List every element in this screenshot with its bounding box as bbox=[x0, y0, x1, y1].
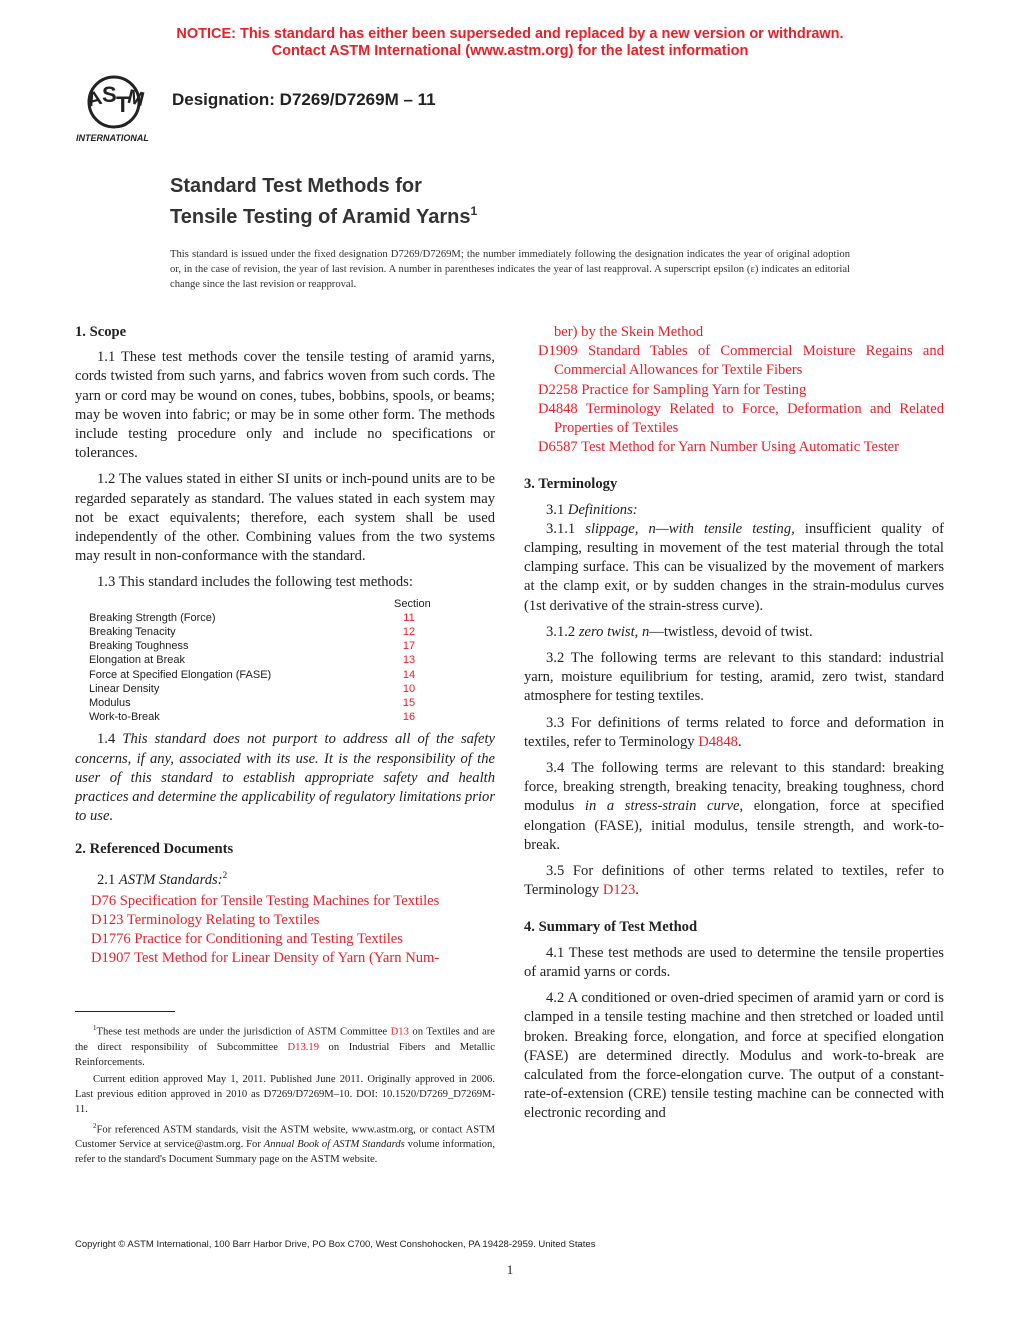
table-row bbox=[89, 682, 429, 696]
table-cell-section-link[interactable]: 12 bbox=[402, 626, 416, 639]
title-line-2 bbox=[170, 199, 477, 230]
para-3-3: 3.3 For definitions of terms related to force and deformation in textiles, refer to Terminology D4848. bbox=[524, 714, 944, 750]
ref-d1907-end[interactable] bbox=[524, 323, 944, 342]
section-3-heading: 3. Terminology bbox=[524, 476, 618, 493]
table-header-section: Section bbox=[394, 597, 431, 610]
ref-code[interactable]: D1776 bbox=[91, 931, 131, 948]
para-1-1: 1.1 These test methods cover the tensile testing of aramid yarns, cords twisted from such yarns, and fabrics woven from such cords. The yarn or cord may be wound on cones, tubes, bobbins, spools, or beams; may be woven into fabric; or may be in some other form. The methods include testing procedure only and include no specifications or tolerances. bbox=[75, 349, 495, 462]
section-1-heading: 1. Scope bbox=[75, 324, 127, 340]
ref-d4848[interactable] bbox=[524, 400, 944, 438]
table-row bbox=[89, 653, 429, 667]
footnote-1-text-c: on Industrial Fibers and Metallic Reinforcements. bbox=[75, 1041, 496, 1068]
footnote-1 bbox=[75, 1021, 495, 1070]
para-3-1-1-number: 3.1.1 bbox=[546, 520, 576, 537]
astm-logo-icon bbox=[74, 72, 162, 146]
table-cell-section-link[interactable]: 11 bbox=[403, 611, 415, 624]
ref-d6587[interactable] bbox=[524, 438, 944, 457]
footnote-2-text-a: For referenced ASTM standards, visit the ASTM website, www.astm.org, or contact ASTM Customer Service at service@astm.org. For bbox=[75, 1124, 495, 1151]
footnote-2-ref[interactable]: 2 bbox=[222, 869, 228, 880]
para-3-3-text: 3.3 For definitions of terms related to force and deformation in textiles, refer to Terminology bbox=[524, 714, 944, 750]
logo-letter-a: A bbox=[84, 86, 105, 112]
title-footnote-ref[interactable]: 1 bbox=[470, 204, 478, 218]
ref-title[interactable]: Terminology Related to Force, Deformation and Related Properties of Textiles bbox=[554, 400, 945, 437]
footnote-2-marker: 2 bbox=[93, 1121, 97, 1130]
para-1-3: 1.3 This standard includes the following test methods: bbox=[97, 574, 413, 591]
footnote-1-edition: Current edition approved May 1, 2011. Published June 2011. Originally approved in 2006. Last previous edition approved in 2010 as D7269/D7269M–10. DOI: 10.1520/D7269_D7269M-11. bbox=[75, 1073, 495, 1115]
table-cell-name: Breaking Toughness bbox=[89, 640, 189, 653]
ref-d2258[interactable] bbox=[524, 381, 944, 400]
ref-link-d123[interactable]: D123 bbox=[602, 882, 636, 899]
table-cell-name: Elongation at Break bbox=[89, 654, 186, 667]
para-2-1-text: ASTM Standards: bbox=[118, 871, 223, 888]
title-line-2-text: Tensile Testing of Aramid Yarns bbox=[170, 206, 471, 228]
ref-d76[interactable] bbox=[75, 892, 495, 911]
para-1-4-text: This standard does not purport to address all of the safety concerns, if any, associated with its use. It is the responsibility of the user of this standard to establish appropriate safety and health practices and determine the applicability of regulatory limitations prior to use. bbox=[75, 731, 495, 825]
section-2-heading: 2. Referenced Documents bbox=[75, 841, 234, 858]
para-2-1 bbox=[75, 866, 495, 890]
notice-banner bbox=[0, 26, 1020, 60]
logo-letter-m: M bbox=[125, 85, 147, 112]
term-slippage: slippage, n—with tensile testing, bbox=[585, 520, 795, 537]
table-cell-name: Breaking Tenacity bbox=[89, 626, 176, 639]
section-4-heading: 4. Summary of Test Method bbox=[524, 919, 698, 936]
subcommittee-link[interactable]: D13.19 bbox=[287, 1041, 319, 1053]
table-cell-section-link[interactable]: 13 bbox=[402, 654, 416, 667]
para-4-1: 4.1 These test methods are used to determine the tensile properties of aramid yarns or cords. bbox=[524, 944, 944, 980]
para-3-1-2-number: 3.1.2 bbox=[546, 623, 576, 640]
document-title bbox=[170, 174, 477, 230]
para-3-4-italic: in a stress-strain curve bbox=[584, 798, 740, 815]
ref-d1776[interactable] bbox=[75, 930, 495, 949]
para-3-5: 3.5 For definitions of other terms related to textiles, refer to Terminology D123. bbox=[524, 863, 944, 899]
ref-code[interactable]: D2258 bbox=[538, 381, 578, 398]
notice-line-2: Contact ASTM International (www.astm.org) for the latest information bbox=[271, 43, 749, 59]
ref-title[interactable]: Standard Tables of Commercial Moisture Regains and Commercial Allowances for Textile Fibers bbox=[554, 343, 944, 379]
left-column bbox=[75, 323, 495, 969]
table-row bbox=[89, 625, 429, 639]
para-3-1-1 bbox=[524, 520, 944, 616]
issuance-note: This standard is issued under the fixed designation D7269/D7269M; the number immediately following the designation indicates the year of original adoption or, in the case of revision, the year of last revision. A number in parentheses indicates the year of last reapproval. A superscript epsilon (ε) indicates an editorial change since the last revision or reapproval. bbox=[170, 249, 850, 290]
para-3-5-text: 3.5 For definitions of other terms related to textiles, refer to Terminology bbox=[524, 863, 944, 899]
table-cell-section-link[interactable]: 16 bbox=[402, 711, 416, 724]
para-1-2: 1.2 The values stated in either SI units or inch-pound units are to be regarded separately as standard. The values stated in each system may not be exact equivalents; therefore, each system shall be used independently of the other. Combining values from the two systems may result in non-conformance with the standard. bbox=[75, 471, 495, 565]
ref-code[interactable]: D1909 bbox=[538, 343, 578, 360]
term-zero-twist: zero twist, n bbox=[578, 623, 650, 640]
ref-link-d4848[interactable]: D4848 bbox=[698, 733, 738, 750]
para-3-1-1-text: insufficient quality of clamping, resulting in movement of the test material through the total clamping surface. This can be visualized by the movement of markers at the clamp exit, or by sudden changes in the strain-modulus curves (1st derivative of the strain-stress curve). bbox=[524, 520, 944, 614]
table-cell-name: Linear Density bbox=[89, 682, 160, 695]
para-1-4 bbox=[75, 730, 495, 826]
table-cell-section-link[interactable]: 17 bbox=[402, 640, 416, 653]
ref-code[interactable]: D76 bbox=[91, 892, 117, 909]
ref-title[interactable]: Test Method for Linear Density of Yarn (Yarn Num- bbox=[134, 950, 440, 967]
ref-code[interactable]: D1907 bbox=[91, 950, 131, 967]
ref-title[interactable]: Practice for Conditioning and Testing Textiles bbox=[134, 931, 403, 948]
logo-letter-s: S bbox=[102, 82, 117, 107]
para-4-2: 4.2 A conditioned or oven-dried specimen of aramid yarn or cord is clamped in a tensile testing machine and then stretched or loaded until broken. Breaking force, elongation, and force at specified elongation (FASE) are determined directly. Modulus and work-to-break are calculated from the force-elongation curve. The output of a constant-rate-of-extension (CRE) tensile testing machine can be connected with electronic recording and bbox=[524, 990, 944, 1122]
test-methods-table bbox=[89, 597, 429, 725]
table-row bbox=[89, 668, 429, 682]
table-header-row bbox=[89, 597, 429, 611]
para-3-4-text-b: , elongation, force at specified elongation (FASE), initial modulus, tensile strength, and work-to-break. bbox=[524, 798, 945, 853]
para-1-4-number: 1.4 bbox=[97, 731, 116, 748]
para-3-1 bbox=[524, 501, 944, 520]
page-number: 1 bbox=[506, 1262, 514, 1277]
table-row bbox=[89, 696, 429, 710]
footnote-2-text-b: volume information, refer to the standard's Document Summary page on the ASTM website. bbox=[75, 1139, 495, 1166]
table-cell-section-link[interactable]: 14 bbox=[402, 668, 416, 681]
right-column bbox=[524, 323, 944, 1131]
para-3-2: 3.2 The following terms are relevant to this standard: industrial yarn, moisture equilibrium for testing, aramid, zero twist, standard atmosphere for testing textiles. bbox=[524, 650, 944, 705]
para-3-1-2 bbox=[524, 623, 944, 642]
table-row bbox=[89, 611, 429, 625]
para-3-1-text: Definitions: bbox=[567, 501, 638, 518]
table-cell-section-link[interactable]: 10 bbox=[402, 682, 416, 695]
footnote-2-italic: Annual Book of ASTM Standards bbox=[263, 1139, 405, 1151]
table-cell-name: Modulus bbox=[89, 697, 131, 710]
logo-caption: INTERNATIONAL bbox=[76, 133, 149, 143]
ref-d123[interactable] bbox=[75, 911, 495, 930]
table-cell-section-link[interactable]: 15 bbox=[402, 697, 416, 710]
table-row bbox=[89, 639, 429, 653]
footnote-2 bbox=[75, 1119, 495, 1168]
logo-letter-t: T bbox=[116, 92, 130, 117]
footnote-1-marker: 1 bbox=[93, 1024, 97, 1032]
para-3-1-2-text: —twistless, devoid of twist. bbox=[649, 623, 813, 640]
ref-title[interactable]: Specification for Tensile Testing Machines for Textiles bbox=[119, 892, 440, 909]
ref-title[interactable]: Terminology Relating to Textiles bbox=[126, 911, 320, 928]
footnote-divider bbox=[75, 1011, 175, 1012]
table-row bbox=[89, 710, 429, 724]
footnote-1-text-a: These test methods are under the jurisdiction of ASTM Committee bbox=[96, 1026, 391, 1038]
para-3-4 bbox=[524, 759, 944, 855]
table-cell-name: Work-to-Break bbox=[89, 711, 160, 724]
title-line-1: Standard Test Methods for bbox=[170, 175, 422, 197]
footnotes bbox=[75, 1021, 495, 1169]
ref-d1907-start[interactable] bbox=[75, 949, 495, 968]
para-3-4-text-a: 3.4 The following terms are relevant to this standard: breaking force, breaking strength, breaking tenacity, breaking toughness, chord modulus bbox=[524, 760, 944, 815]
copyright: Copyright © ASTM International, 100 Barr Harbor Drive, PO Box C700, West Conshohocken, PA 19428-2959. United States bbox=[75, 1239, 596, 1250]
ref-title[interactable]: ber) by the Skein Method bbox=[554, 324, 704, 340]
ref-title[interactable]: Practice for Sampling Yarn for Testing bbox=[581, 381, 807, 398]
ref-code[interactable]: D123 bbox=[91, 911, 124, 928]
table-cell-name: Breaking Strength (Force) bbox=[89, 611, 216, 624]
ref-d1909[interactable] bbox=[524, 342, 944, 380]
footnote-1-text-b: on Textiles and are the direct responsibility of Subcommittee bbox=[75, 1026, 495, 1053]
table-cell-name: Force at Specified Elongation (FASE) bbox=[89, 668, 272, 681]
para-3-1-number: 3.1 bbox=[546, 501, 565, 518]
ref-code[interactable]: D6587 bbox=[538, 439, 578, 456]
designation: Designation: D7269/D7269M – 11 bbox=[172, 90, 436, 109]
ref-code[interactable]: D4848 bbox=[538, 400, 578, 417]
para-2-1-number: 2.1 bbox=[97, 871, 116, 888]
notice-line-1: NOTICE: This standard has either been superseded and replaced by a new version or withdrawn. bbox=[176, 26, 844, 42]
ref-title[interactable]: Test Method for Yarn Number Using Automatic Tester bbox=[581, 439, 900, 456]
committee-link[interactable]: D13 bbox=[390, 1026, 409, 1038]
